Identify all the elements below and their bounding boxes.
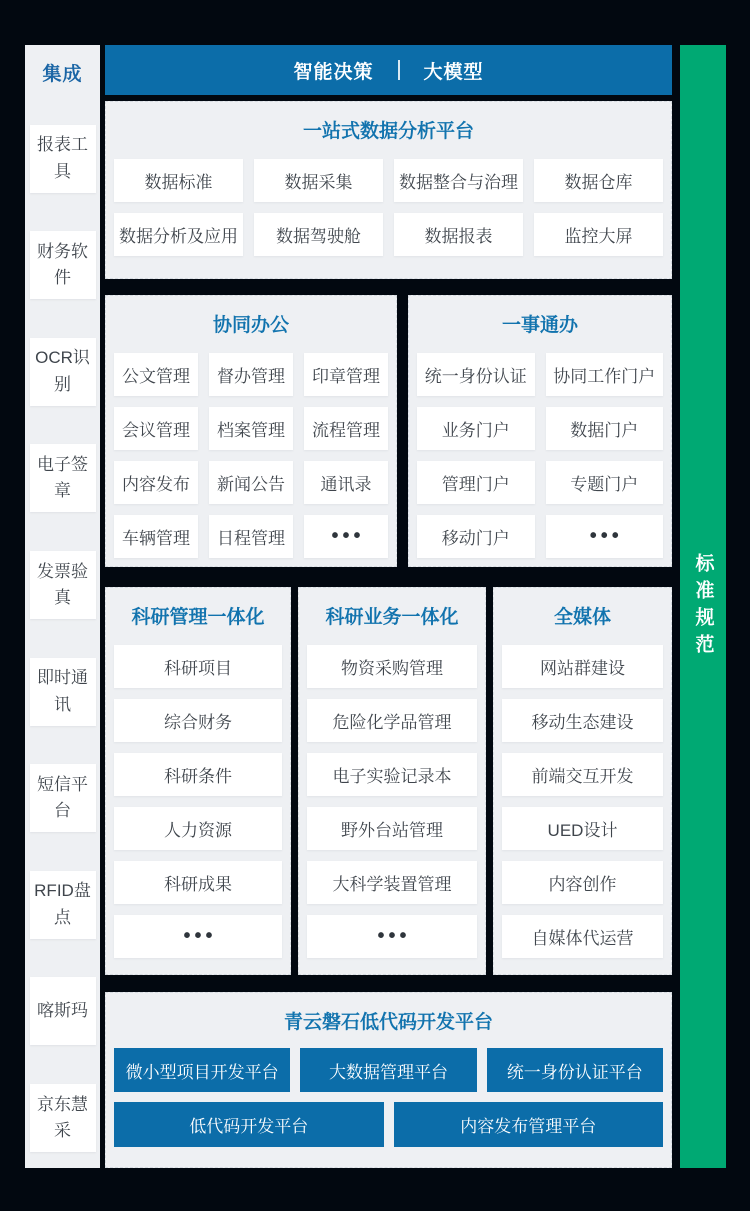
sidebar-item: 电子签章 (30, 444, 96, 512)
office-grid (106, 337, 396, 558)
more-dots: ••• (307, 915, 477, 958)
item-card: 自媒体代运营 (502, 915, 663, 958)
banner-divider (398, 60, 400, 80)
item-card: 危险化学品管理 (307, 699, 477, 742)
item-card: 公文管理 (114, 353, 198, 396)
item-card: 数据分析及应用 (114, 213, 243, 256)
item-card: 科研条件 (114, 753, 282, 796)
item-card: 档案管理 (209, 407, 293, 450)
item-card: 协同工作门户 (546, 353, 664, 396)
sidebar-item: 发票验真 (30, 551, 96, 619)
item-card: 内容创作 (502, 861, 663, 904)
item-card: 移动生态建设 (502, 699, 663, 742)
item-card: 科研项目 (114, 645, 282, 688)
lowcode-button-row-1 (106, 1034, 671, 1092)
sidebar-item: 即时通讯 (30, 658, 96, 726)
platform-button: 低代码开发平台 (114, 1102, 384, 1147)
banner-right-label: 大模型 (423, 61, 484, 83)
sidebar-item: 喀斯玛 (30, 977, 96, 1045)
item-card: 综合财务 (114, 699, 282, 742)
platform-button: 统一身份认证平台 (487, 1048, 663, 1092)
item-card: 通讯录 (304, 461, 388, 504)
sidebar-item: 京东慧采 (30, 1084, 96, 1152)
middle-row (105, 295, 672, 567)
item-card: 车辆管理 (114, 515, 198, 558)
more-dots: ••• (304, 515, 388, 558)
panel-title: 一站式数据分析平台 (302, 121, 474, 142)
top-banner (105, 45, 672, 95)
sidebar-item: 财务软件 (30, 231, 96, 299)
item-card: 野外台站管理 (307, 807, 477, 850)
item-card: 统一身份认证 (417, 353, 535, 396)
research-row (105, 587, 672, 975)
panel-media (493, 587, 672, 975)
item-card: 印章管理 (304, 353, 388, 396)
item-card: 物资采购管理 (307, 645, 477, 688)
sidebar-item: 短信平台 (30, 764, 96, 832)
panel-title: 科研业务一体化 (325, 607, 459, 628)
banner-left-label: 智能决策 (293, 61, 374, 83)
media-grid (494, 629, 671, 958)
item-card: 数据门户 (546, 407, 664, 450)
panel-research-mgmt (105, 587, 291, 975)
sidebar-title: 集成 (42, 64, 83, 85)
item-card: 监控大屏 (534, 213, 663, 256)
item-card: 数据驾驶舱 (254, 213, 383, 256)
panel-one-stop (408, 295, 672, 567)
item-card: 移动门户 (417, 515, 535, 558)
item-card: 会议管理 (114, 407, 198, 450)
more-dots: ••• (546, 515, 664, 558)
item-card: 督办管理 (209, 353, 293, 396)
sidebar-item: RFID盘点 (30, 871, 96, 939)
item-card: 大科学装置管理 (307, 861, 477, 904)
item-card: 专题门户 (546, 461, 664, 504)
item-card: 数据仓库 (534, 159, 663, 202)
data-platform-grid (106, 143, 671, 256)
item-card: 数据采集 (254, 159, 383, 202)
item-card: 网站群建设 (502, 645, 663, 688)
integration-sidebar (25, 45, 100, 1168)
sidebar-item: 报表工具 (30, 125, 96, 193)
item-card: 内容发布 (114, 461, 198, 504)
panel-title: 科研管理一体化 (131, 607, 265, 628)
item-card: 数据整合与治理 (394, 159, 523, 202)
one-stop-grid (409, 337, 671, 558)
research-mgmt-grid (106, 629, 290, 958)
main-content (105, 45, 672, 1168)
panel-title: 一事通办 (501, 315, 578, 336)
panel-title: 全媒体 (553, 607, 611, 628)
item-card: 业务门户 (417, 407, 535, 450)
standards-bar (680, 45, 726, 1168)
item-card: 管理门户 (417, 461, 535, 504)
item-card: UED设计 (502, 807, 663, 850)
item-card: 科研成果 (114, 861, 282, 904)
platform-button: 内容发布管理平台 (394, 1102, 664, 1147)
item-card: 电子实验记录本 (307, 753, 477, 796)
more-dots: ••• (114, 915, 282, 958)
standards-label: 标准规范 (692, 552, 714, 661)
platform-button: 微小型项目开发平台 (114, 1048, 290, 1092)
lowcode-button-row-2 (106, 1092, 671, 1147)
panel-title: 青云磐石低代码开发平台 (283, 1012, 493, 1033)
item-card: 流程管理 (304, 407, 388, 450)
item-card: 日程管理 (209, 515, 293, 558)
panel-data-platform (105, 101, 672, 279)
panel-title: 协同办公 (212, 315, 289, 336)
sidebar-item: OCR识别 (30, 338, 96, 406)
panel-lowcode (105, 992, 672, 1168)
item-card: 数据标准 (114, 159, 243, 202)
panel-office (105, 295, 397, 567)
panel-research-biz (298, 587, 486, 975)
item-card: 数据报表 (394, 213, 523, 256)
item-card: 新闻公告 (209, 461, 293, 504)
item-card: 前端交互开发 (502, 753, 663, 796)
research-biz-grid (299, 629, 485, 958)
platform-button: 大数据管理平台 (300, 1048, 476, 1092)
item-card: 人力资源 (114, 807, 282, 850)
